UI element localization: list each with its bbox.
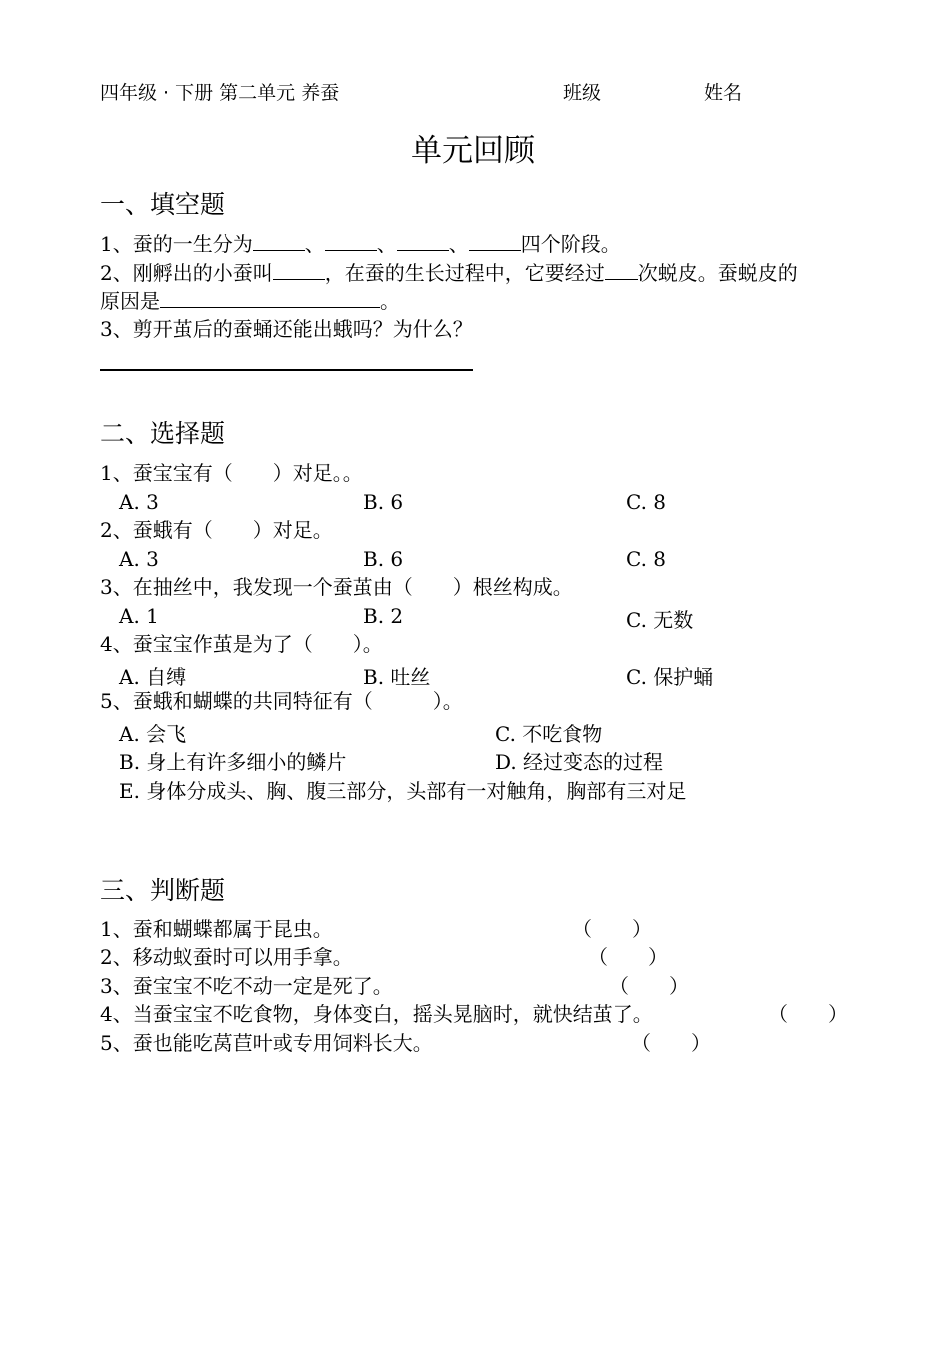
choice-question-1: 1、蚕宝宝有（ ）对足。。	[100, 461, 363, 485]
choice-option[interactable]: A. 会飞	[119, 722, 187, 746]
fill-question-2: 2、刚孵出的小蚕叫 ，在蚕的生长过程中，它要经过 次蜕皮。蚕蜕皮的	[100, 261, 798, 285]
judge-item-5: 5、蚕也能吃莴苣叶或专用饲料长大。	[100, 1031, 433, 1055]
choice-option[interactable]: E. 身体分成头、胸、腹三部分，头部有一对触角，胸部有三对足	[119, 779, 687, 803]
choice-option[interactable]: C. 无数	[626, 608, 694, 632]
section-fill-blank-heading: 一、填空题	[100, 190, 226, 219]
judge-item-4: 4、当蚕宝宝不吃食物，身体变白，摇头晃脑时，就快结茧了。	[100, 1002, 653, 1026]
choice-option[interactable]: C. 不吃食物	[495, 722, 603, 746]
header-course: 四年级 · 下册 第二单元 养蚕	[100, 82, 340, 104]
section-judge-heading: 三、判断题	[100, 876, 226, 905]
choice-option[interactable]: B. 身上有许多细小的鳞片	[119, 750, 347, 774]
fill-question-3: 3、剪开茧后的蚕蛹还能出蛾吗？为什么？	[100, 317, 473, 341]
section-choice-heading: 二、选择题	[100, 419, 226, 448]
choice-option[interactable]: B. 2	[363, 604, 404, 628]
judge-paren[interactable]: （ ）	[609, 974, 689, 998]
fill-blank[interactable]	[325, 230, 377, 251]
choice-option[interactable]: C. 8	[626, 490, 667, 514]
choice-option[interactable]: A. 3	[119, 547, 159, 571]
choice-option[interactable]: C. 8	[626, 547, 667, 571]
choice-question-5: 5、蚕蛾和蝴蝶的共同特征有（ ）。	[100, 689, 463, 713]
header-class-label: 班级	[563, 82, 602, 104]
fill-blank[interactable]	[605, 259, 638, 280]
fill-blank[interactable]	[469, 230, 521, 251]
judge-paren[interactable]: （ ）	[572, 917, 652, 941]
judge-item-1: 1、蚕和蝴蝶都属于昆虫。	[100, 917, 333, 941]
choice-option[interactable]: C. 保护蛹	[626, 665, 714, 689]
judge-paren[interactable]: （ ）	[631, 1031, 711, 1055]
choice-option[interactable]: A. 1	[119, 604, 159, 628]
choice-option[interactable]: A. 自缚	[119, 665, 187, 689]
choice-option[interactable]: A. 3	[119, 490, 159, 514]
choice-option[interactable]: D. 经过变态的过程	[495, 750, 664, 774]
choice-option[interactable]: B. 6	[363, 547, 404, 571]
fill-q1-prefix: 1、蚕的一生分为	[100, 232, 253, 256]
choice-question-3: 3、在抽丝中，我发现一个蚕茧由（ ）根丝构成。	[100, 575, 573, 599]
judge-paren[interactable]: （ ）	[588, 945, 668, 969]
judge-paren[interactable]: （ ）	[768, 1002, 848, 1026]
fill-question-2-line2: 原因是 。	[100, 289, 400, 313]
judge-item-3: 3、蚕宝宝不吃不动一定是死了。	[100, 974, 393, 998]
header-name-label: 姓名	[704, 82, 743, 104]
answer-line[interactable]	[100, 369, 473, 371]
choice-question-2: 2、蚕蛾有（ ）对足。	[100, 518, 333, 542]
choice-option[interactable]: B. 吐丝	[363, 665, 431, 689]
choice-question-4: 4、蚕宝宝作茧是为了（ ）。	[100, 632, 383, 656]
fill-blank[interactable]	[273, 259, 325, 280]
fill-blank[interactable]	[160, 287, 380, 308]
judge-item-2: 2、移动蚁蚕时可以用手拿。	[100, 945, 353, 969]
fill-blank[interactable]	[397, 230, 449, 251]
choice-option[interactable]: B. 6	[363, 490, 404, 514]
fill-question-1: 1、蚕的一生分为 、 、 、 四个阶段。	[100, 232, 621, 256]
page-title: 单元回顾	[411, 133, 535, 169]
fill-blank[interactable]	[253, 230, 305, 251]
